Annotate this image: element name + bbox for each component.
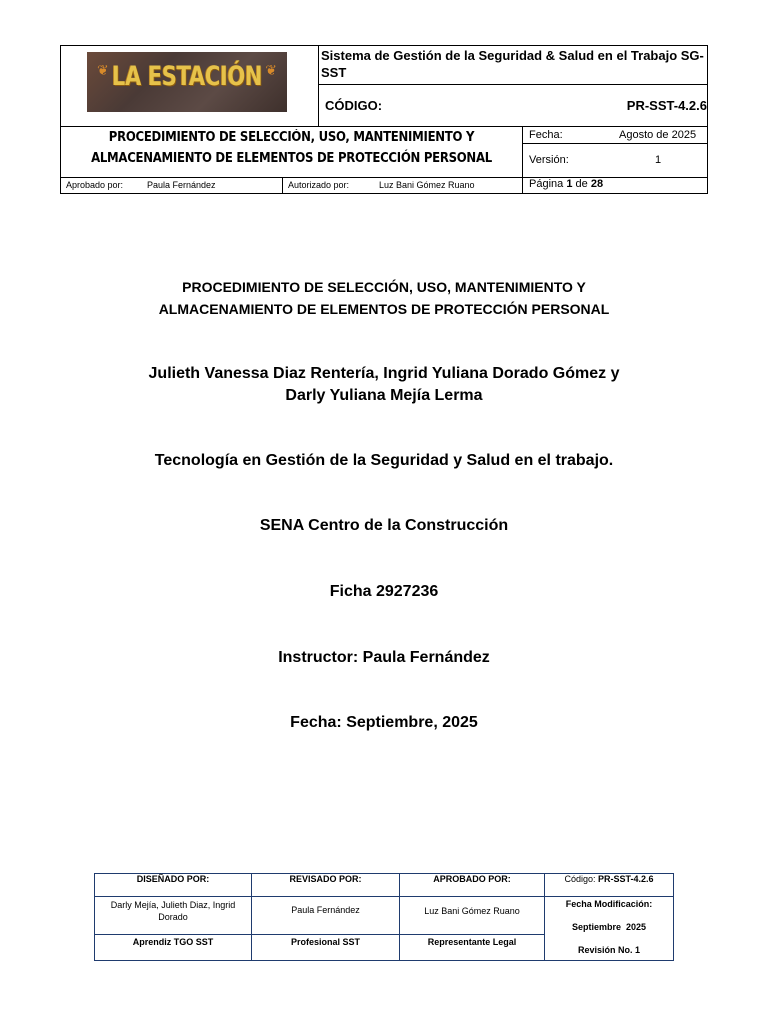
disenado-names: Darly Mejía, Julieth Diaz, Ingrid Dorado <box>110 900 236 922</box>
page-number-cell <box>523 178 707 193</box>
version-cell <box>523 144 707 178</box>
table-divider <box>399 874 400 960</box>
code-value: PR-SST-4.2.6 <box>626 98 707 113</box>
revision-number: Revisión No. 1 <box>577 945 640 955</box>
footer-code <box>545 874 673 884</box>
autorizado-cell <box>283 178 523 193</box>
revisado-header: REVISADO POR: <box>289 874 362 884</box>
footer-code-value: PR-SST-4.2.6 <box>598 874 654 884</box>
authors <box>0 363 768 407</box>
version-value: 1 <box>655 154 662 166</box>
autorizado-value: Luz Bani Gómez Ruano <box>379 180 475 190</box>
aprobado-role: Representante Legal <box>427 937 517 947</box>
ficha-number: Ficha 2927236 <box>329 583 439 600</box>
revisado-role: Profesional SST <box>290 937 361 947</box>
approval-footer-table <box>94 873 674 961</box>
procedure-title-line2: ALMACENAMIENTO DE ELEMENTOS DE PROTECCIÓN PERSONAL <box>91 151 492 166</box>
document-date: Fecha: Septiembre, 2025 <box>290 714 478 731</box>
fecha-label: Fecha: <box>529 129 563 141</box>
code-cell <box>319 85 707 127</box>
procedure-title-cell <box>61 127 523 178</box>
aprobado-header: APROBADO POR: <box>433 874 511 884</box>
document-title-line2: ALMACENAMIENTO DE ELEMENTOS DE PROTECCIÓN PERSONAL <box>158 301 610 317</box>
instructor-name: Instructor: Paula Fernández <box>278 649 490 666</box>
company-logo <box>87 52 287 112</box>
page-of: de <box>575 178 588 190</box>
procedure-title <box>84 127 499 169</box>
disenado-header: DISEÑADO POR: <box>136 874 210 884</box>
version-label: Versión: <box>529 154 569 166</box>
aprobado-label: Aprobado por: <box>66 180 124 190</box>
page-number <box>529 178 603 190</box>
program-name: Tecnología en Gestión de la Seguridad y Salud en el trabajo. <box>154 452 614 469</box>
institution-name: SENA Centro de la Construcción <box>259 517 509 534</box>
authors-line1: Julieth Vanessa Diaz Rentería, Ingrid Yuliana Dorado Gómez y <box>148 365 620 382</box>
fecha-modificacion-value: Septiembre 2025 <box>571 922 647 932</box>
logo-text: LA ESTACIÓN <box>111 61 263 92</box>
page-current: 1 <box>566 178 573 190</box>
table-divider <box>95 934 544 935</box>
page-total: 28 <box>590 178 604 190</box>
disenado-role: Aprendiz TGO SST <box>132 937 214 947</box>
authors-line2: Darly Yuliana Mejía Lerma <box>285 387 483 404</box>
table-divider <box>95 896 544 897</box>
procedure-title-line1: PROCEDIMIENTO DE SELECCIÓN, USO, MANTENIMIENTO Y <box>108 130 475 145</box>
document-title-line1: PROCEDIMIENTO DE SELECCIÓN, USO, MANTENIMIENTO Y <box>182 279 586 295</box>
fecha-modificacion-label: Fecha Modificación: <box>565 899 653 909</box>
code-label: CÓDIGO: <box>325 98 383 113</box>
fecha-value: Agosto de 2025 <box>619 129 697 141</box>
revisado-name: Paula Fernández <box>291 905 360 915</box>
fecha-cell <box>523 127 707 144</box>
leaf-icon: ❦ <box>97 62 109 78</box>
document-header-table <box>60 45 708 194</box>
table-divider <box>251 874 252 960</box>
footer-code-label: Código: <box>564 874 596 884</box>
table-divider <box>544 896 673 897</box>
aprobado-cell <box>61 178 283 193</box>
autorizado-label: Autorizado por: <box>288 180 350 190</box>
aprobado-name: Luz Bani Gómez Ruano <box>424 906 520 916</box>
logo-cell <box>61 46 319 127</box>
document-title <box>0 276 768 320</box>
aprobado-value: Paula Fernández <box>147 180 216 190</box>
system-title: Sistema de Gestión de la Seguridad & Salud en el Trabajo SG-SST <box>319 46 707 85</box>
page-prefix: Página <box>529 178 564 190</box>
leaf-icon: ❦ <box>265 62 277 78</box>
